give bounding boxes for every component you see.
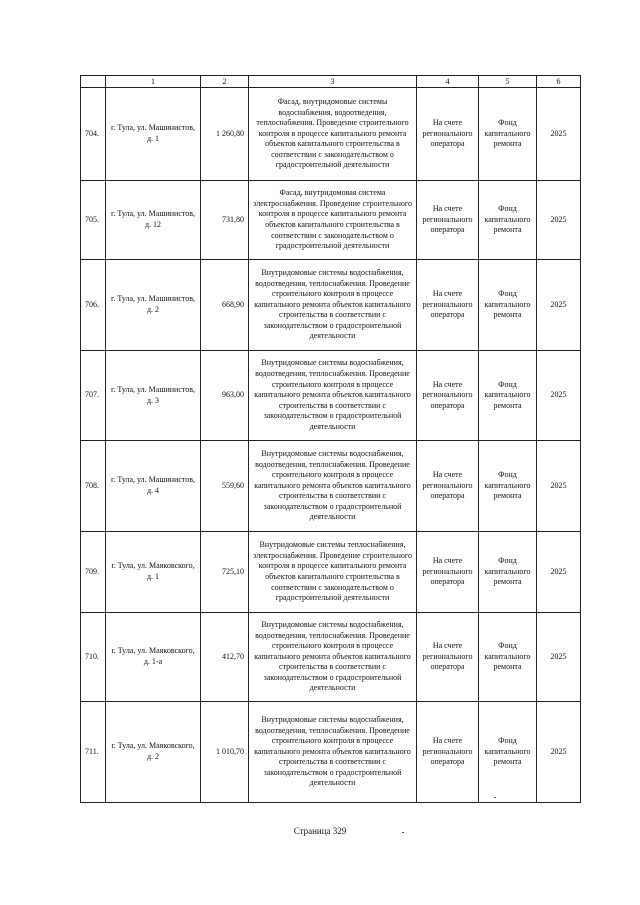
account-cell: На счете регионального оператора [417,441,479,532]
account-cell: На счете регионального оператора [417,260,479,351]
table-row [81,181,581,260]
repair-plan-table [80,75,581,803]
row-number: 704. [81,88,106,181]
header-col-1: 1 [106,76,201,88]
area-cell: 1 010,70 [201,702,249,803]
scan-speck [494,797,496,798]
address-cell: г. Тула, ул. Машинистов, д. 2 [106,260,201,351]
table-row [81,88,581,181]
fund-cell: Фонд капитального ремонта [479,260,537,351]
work-description-cell: Внутридомовые системы водоснабжения, водоотведения, теплоснабжения. Проведение строительного контроля в процессе капитального ремонта объектов капитального строительства в соответствии с законодательством о градостроительной деятельности [249,351,417,441]
year-cell: 2025 [537,441,581,532]
area-cell: 412,70 [201,613,249,702]
header-col-3: 3 [249,76,417,88]
address-cell: г. Тула, ул. Маяковского, д. 2 [106,702,201,803]
work-description-cell: Фасад, внутридомовая система электроснабжения. Проведение строительного контроля в процессе капитального ремонта объектов капитального строительства в соответствии с законодательством о градостроительной деятельности [249,181,417,260]
year-cell: 2025 [537,613,581,702]
fund-cell: Фонд капитального ремонта [479,351,537,441]
address-cell: г. Тула, ул. Маяковского, д. 1-а [106,613,201,702]
area-cell: 559,60 [201,441,249,532]
area-cell: 731,80 [201,181,249,260]
row-number: 708. [81,441,106,532]
work-description-cell: Внутридомовые системы водоснабжения, водоотведения, теплоснабжения. Проведение строительного контроля в процессе капитального ремонта объектов капитального строительства в соответствии с законодательством о градостроительной деятельности [249,260,417,351]
row-number: 706. [81,260,106,351]
account-cell: На счете регионального оператора [417,88,479,181]
area-cell: 1 260,80 [201,88,249,181]
fund-cell: Фонд капитального ремонта [479,532,537,613]
area-cell: 725,10 [201,532,249,613]
fund-cell: Фонд капитального ремонта [479,88,537,181]
work-description-cell: Внутридомовые системы водоснабжения, водоотведения, теплоснабжения. Проведение строительного контроля в процессе капитального ремонта объектов капитального строительства в соответствии с законодательством о градостроительной деятельности [249,613,417,702]
work-description-cell: Внутридомовые системы водоснабжения, водоотведения, теплоснабжения. Проведение строительного контроля в процессе капитального ремонта объектов капитального строительства в соответствии с законодательством о градостроительной деятельности [249,441,417,532]
year-cell: 2025 [537,351,581,441]
row-number: 709. [81,532,106,613]
header-col-2: 2 [201,76,249,88]
account-cell: На счете регионального оператора [417,351,479,441]
table-row [81,260,581,351]
year-cell: 2025 [537,702,581,803]
work-description-cell: Внутридомовые системы водоснабжения, водоотведения, теплоснабжения. Проведение строительного контроля в процессе капитального ремонта объектов капитального строительства в соответствии с законодательством о градостроительной деятельности [249,702,417,803]
fund-cell: Фонд капитального ремонта [479,181,537,260]
table-row [81,351,581,441]
year-cell: 2025 [537,181,581,260]
address-cell: г. Тула, ул. Маяковского, д. 1 [106,532,201,613]
work-description-cell: Внутридомовые системы теплоснабжения, электроснабжения. Проведение строительного контроля в процессе капитального ремонта объектов капитального строительства в соответствии с законодательством о градостроительной деятельности [249,532,417,613]
address-cell: г. Тула, ул. Машинистов, д. 1 [106,88,201,181]
address-cell: г. Тула, ул. Машинистов, д. 3 [106,351,201,441]
fund-cell: Фонд капитального ремонта [479,441,537,532]
work-description-cell: Фасад, внутридомовые системы водоснабжения, водоотведения, теплоснабжения. Проведение строительного контроля в процессе капитального ремонта объектов капитального строительства в соответствии с законодательством о градостроительной деятельности [249,88,417,181]
page-number: Страница 329 [293,826,347,836]
fund-cell: Фонд капитального ремонта [479,613,537,702]
header-col-5: 5 [479,76,537,88]
header-col-4: 4 [417,76,479,88]
year-cell: 2025 [537,88,581,181]
fund-cell: Фонд капитального ремонта [479,702,537,803]
account-cell: На счете регионального оператора [417,613,479,702]
table-row [81,613,581,702]
row-number: 705. [81,181,106,260]
header-col-6: 6 [537,76,581,88]
row-number: 707. [81,351,106,441]
table-row [81,702,581,803]
account-cell: На счете регионального оператора [417,181,479,260]
year-cell: 2025 [537,260,581,351]
account-cell: На счете регионального оператора [417,532,479,613]
address-cell: г. Тула, ул. Машинистов, д. 12 [106,181,201,260]
account-cell: На счете регионального оператора [417,702,479,803]
table-row [81,532,581,613]
header-row [81,76,581,88]
row-number: 711. [81,702,106,803]
area-cell: 668,90 [201,260,249,351]
year-cell: 2025 [537,532,581,613]
address-cell: г. Тула, ул. Машинистов, д. 4 [106,441,201,532]
row-number: 710. [81,613,106,702]
header-blank [81,76,106,88]
table-row [81,441,581,532]
area-cell: 963,00 [201,351,249,441]
